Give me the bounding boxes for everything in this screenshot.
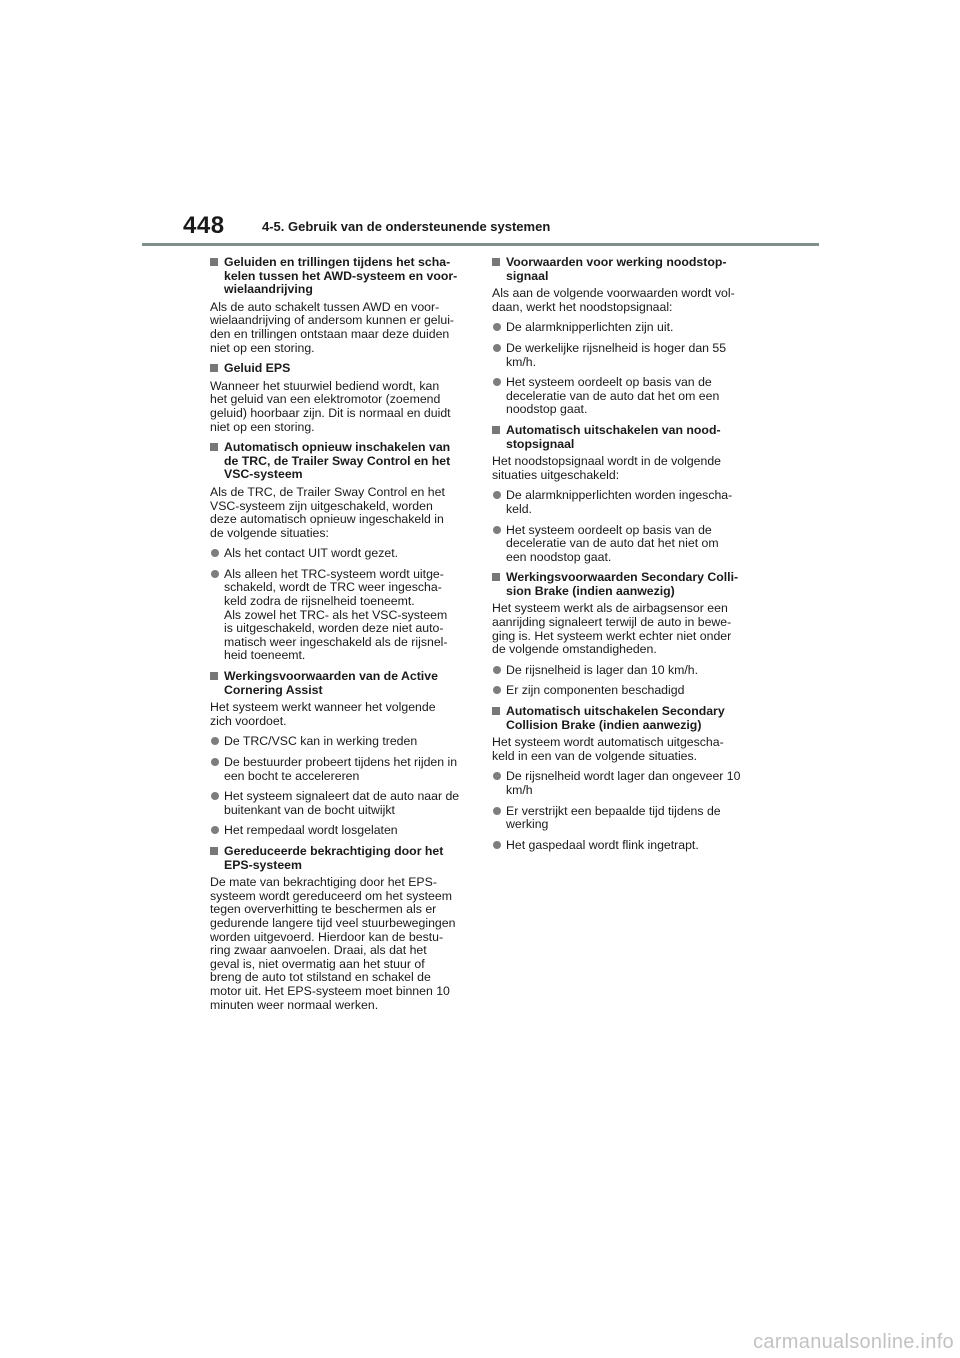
list-item: De alarmknipperlichten worden ingescha- keld. (492, 489, 750, 516)
round-bullet-icon (211, 737, 219, 745)
round-bullet-icon (493, 344, 501, 352)
section-heading: Voorwaarden voor werking noodstop- signaal (492, 256, 750, 283)
header-divider (142, 243, 819, 246)
list-item: De alarmknipperlichten zijn uit. (492, 321, 750, 335)
list-item: De rijsnelheid is lager dan 10 km/h. (492, 664, 750, 678)
list-item: Het systeem signaleert dat de auto naar de buitenkant van de bocht uitwijkt (210, 790, 468, 817)
section-block (210, 362, 468, 434)
square-bullet-icon (492, 258, 500, 266)
list-item: Als het contact UIT wordt gezet. (210, 547, 468, 561)
body-paragraph: Het noodstopsignaal wordt in de volgende situaties uitgeschakeld: (492, 454, 722, 482)
round-bullet-icon (493, 378, 501, 386)
list-item: Als alleen het TRC-systeem wordt uitge- schakeld, wordt de TRC weer ingescha- keld zodra de rijsnelheid toeneemt. Als zowel het TRC- als het VSC-systeem is uitgeschakeld, worden deze niet auto- matisch weer ingeschakeld als de rijsnel- heid toeneemt. (210, 568, 468, 663)
round-bullet-icon (493, 686, 501, 694)
body-paragraph: De mate van bekrachtiging door het EPS- systeem wordt gereduceerd om het systeem tegen oververhitting te beschermen als er gedurende langere tijd veel stuurbewegingen worden uitgevoerd. Hierdoor kan de bestu- ring zwaar aanvoelen. Draai, als dat het geval is, niet overmatig aan het stuur of breng de auto tot stilstand en schakel de motor uit. Het EPS-systeem moet binnen 10 minuten weer normaal werken. (210, 875, 456, 1012)
square-bullet-icon (210, 443, 218, 451)
section-title: 4-5. Gebruik van de ondersteunende systemen (262, 219, 551, 234)
square-bullet-icon (492, 707, 500, 715)
section-heading: Automatisch uitschakelen Secondary Collision Brake (indien aanwezig) (492, 705, 750, 732)
round-bullet-icon (493, 841, 501, 849)
round-bullet-icon (211, 549, 219, 557)
list-item: Het rempedaal wordt losgelaten (210, 824, 468, 838)
square-bullet-icon (210, 672, 218, 680)
section-block (492, 256, 750, 417)
round-bullet-icon (493, 772, 501, 780)
section-block (210, 441, 468, 663)
body-paragraph: Het systeem wordt automatisch uitgescha- keld in een van de volgende situaties. (492, 735, 724, 763)
round-bullet-icon (493, 491, 501, 499)
square-bullet-icon (210, 258, 218, 266)
section-heading: Automatisch uitschakelen van nood- stopsignaal (492, 424, 750, 451)
section-block (492, 424, 750, 564)
right-column (492, 256, 750, 859)
list-item: Het systeem oordeelt op basis van de deceleratie van de auto dat het niet om een noodstop gaat. (492, 524, 750, 565)
section-block (210, 256, 468, 355)
page-number: 448 (183, 212, 225, 239)
list-item: Er zijn componenten beschadigd (492, 684, 750, 698)
section-heading: Automatisch opnieuw inschakelen van de TRC, de Trailer Sway Control en het VSC-systeem (210, 441, 468, 482)
body-paragraph: Het systeem werkt als de airbagsensor een aanrijding signaleert terwijl de auto in bewe- ging is. Het systeem werkt echter niet onder de volgende omstandigheden. (492, 601, 732, 657)
round-bullet-icon (493, 666, 501, 674)
square-bullet-icon (210, 364, 218, 372)
round-bullet-icon (493, 526, 501, 534)
section-heading: Werkingsvoorwaarden van de Active Cornering Assist (210, 670, 468, 697)
round-bullet-icon (493, 323, 501, 331)
section-heading: Gereduceerde bekrachtiging door het EPS-systeem (210, 845, 468, 872)
square-bullet-icon (492, 426, 500, 434)
square-bullet-icon (492, 573, 500, 581)
list-item: De werkelijke rijsnelheid is hoger dan 55 km/h. (492, 342, 750, 369)
body-paragraph: Wanneer het stuurwiel bediend wordt, kan het geluid van een elektromotor (zoemend geluid) hoorbaar zijn. Dit is normaal en duidt niet op een storing. (210, 378, 451, 434)
body-paragraph: Als de TRC, de Trailer Sway Control en het VSC-systeem zijn uitgeschakeld, worden deze automatisch opnieuw ingeschakeld in de volgende situaties: (210, 484, 445, 540)
section-heading: Geluiden en trillingen tijdens het scha- kelen tussen het AWD-systeem en voor- wielaandrijving (210, 256, 468, 297)
section-block (210, 670, 468, 838)
round-bullet-icon (211, 826, 219, 834)
body-paragraph: Als de auto schakelt tussen AWD en voor- wielaandrijving of andersom kunnen er gelui- den en trillingen ontstaan maar deze duiden niet op een storing. (210, 299, 455, 355)
list-item: De rijsnelheid wordt lager dan ongeveer 10 km/h (492, 770, 750, 797)
round-bullet-icon (211, 792, 219, 800)
list-item: De bestuurder probeert tijdens het rijden in een bocht te accelereren (210, 756, 468, 783)
section-heading: Geluid EPS (210, 362, 468, 376)
body-paragraph: Het systeem werkt wanneer het volgende zich voordoet. (210, 700, 436, 728)
watermark: carmanualsonline.info (753, 1331, 954, 1353)
round-bullet-icon (211, 758, 219, 766)
round-bullet-icon (493, 807, 501, 815)
section-block (492, 571, 750, 698)
section-block (492, 705, 750, 852)
square-bullet-icon (210, 847, 218, 855)
list-item: De TRC/VSC kan in werking treden (210, 735, 468, 749)
left-column (210, 256, 468, 1019)
section-heading: Werkingsvoorwaarden Secondary Colli- sion Brake (indien aanwezig) (492, 571, 750, 598)
list-item: Er verstrijkt een bepaalde tijd tijdens de werking (492, 805, 750, 832)
body-paragraph: Als aan de volgende voorwaarden wordt vol- daan, werkt het noodstopsignaal: (492, 286, 735, 314)
section-block (210, 845, 468, 1012)
list-item: Het systeem oordeelt op basis van de deceleratie van de auto dat het om een noodstop gaat. (492, 376, 750, 417)
list-item: Het gaspedaal wordt flink ingetrapt. (492, 839, 750, 853)
round-bullet-icon (211, 570, 219, 578)
